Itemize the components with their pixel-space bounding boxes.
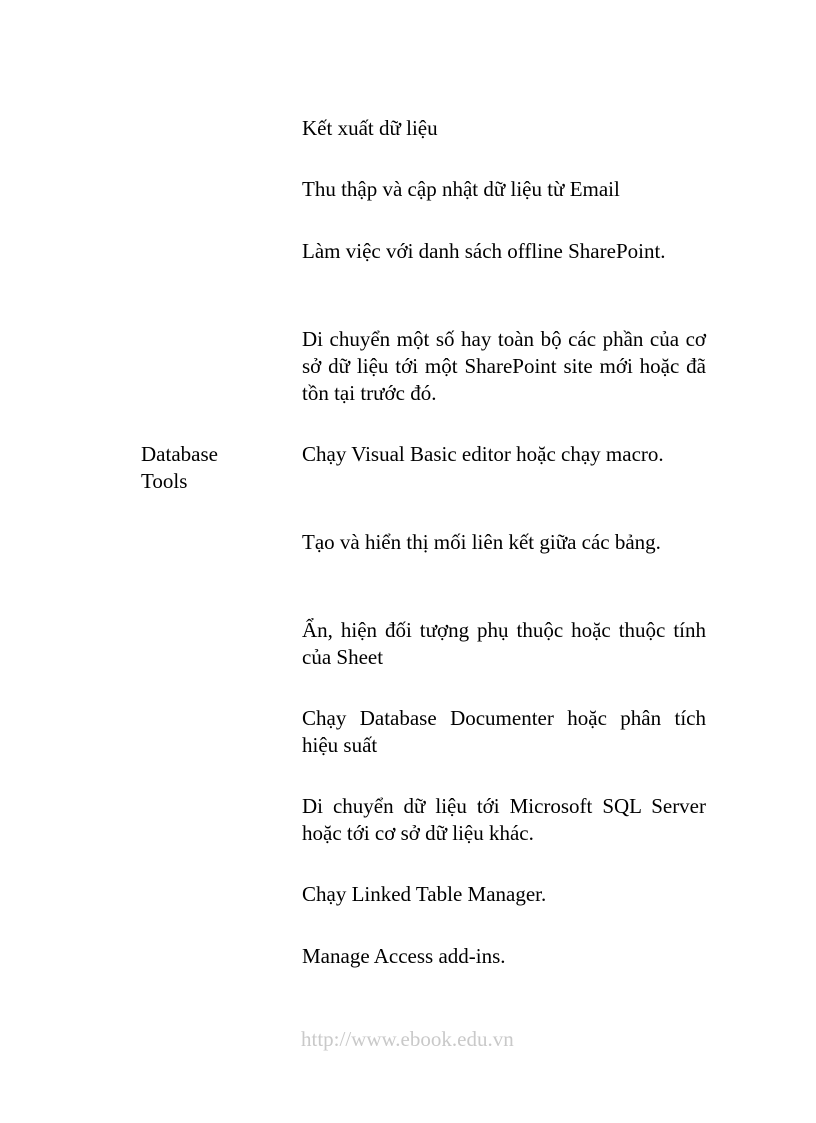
item-collect-email-data: Thu thập và cập nhật dữ liệu từ Email <box>302 177 620 201</box>
item-database-documenter: Chạy Database Documenter hoặc phân tích hiệu suất <box>302 706 706 757</box>
item-table-relationships: Tạo và hiển thị mối liên kết giữa các bảng. <box>302 530 661 554</box>
section-label-database-tools <box>141 441 281 495</box>
section-label-line-1: Database <box>141 442 218 466</box>
footer-url: http://www.ebook.edu.vn <box>301 1027 514 1051</box>
item-manage-add-ins: Manage Access add-ins. <box>302 944 506 968</box>
item-move-to-sql-server: Di chuyển dữ liệu tới Microsoft SQL Server hoặc tới cơ sở dữ liệu khác. <box>302 794 706 845</box>
item-sharepoint-offline-lists: Làm việc với danh sách offline SharePoint. <box>302 239 666 263</box>
item-object-dependencies: Ẩn, hiện đối tượng phụ thuộc hoặc thuộc tính của Sheet <box>302 618 706 669</box>
item-run-visual-basic: Chạy Visual Basic editor hoặc chạy macro. <box>302 442 664 466</box>
item-move-to-sharepoint: Di chuyển một số hay toàn bộ các phần của cơ sở dữ liệu tới một SharePoint site mới hoặc đã tồn tại trước đó. <box>302 327 706 405</box>
section-label-line-2: Tools <box>141 469 188 493</box>
item-export-data: Kết xuất dữ liệu <box>302 116 438 140</box>
item-linked-table-manager: Chạy Linked Table Manager. <box>302 882 547 906</box>
